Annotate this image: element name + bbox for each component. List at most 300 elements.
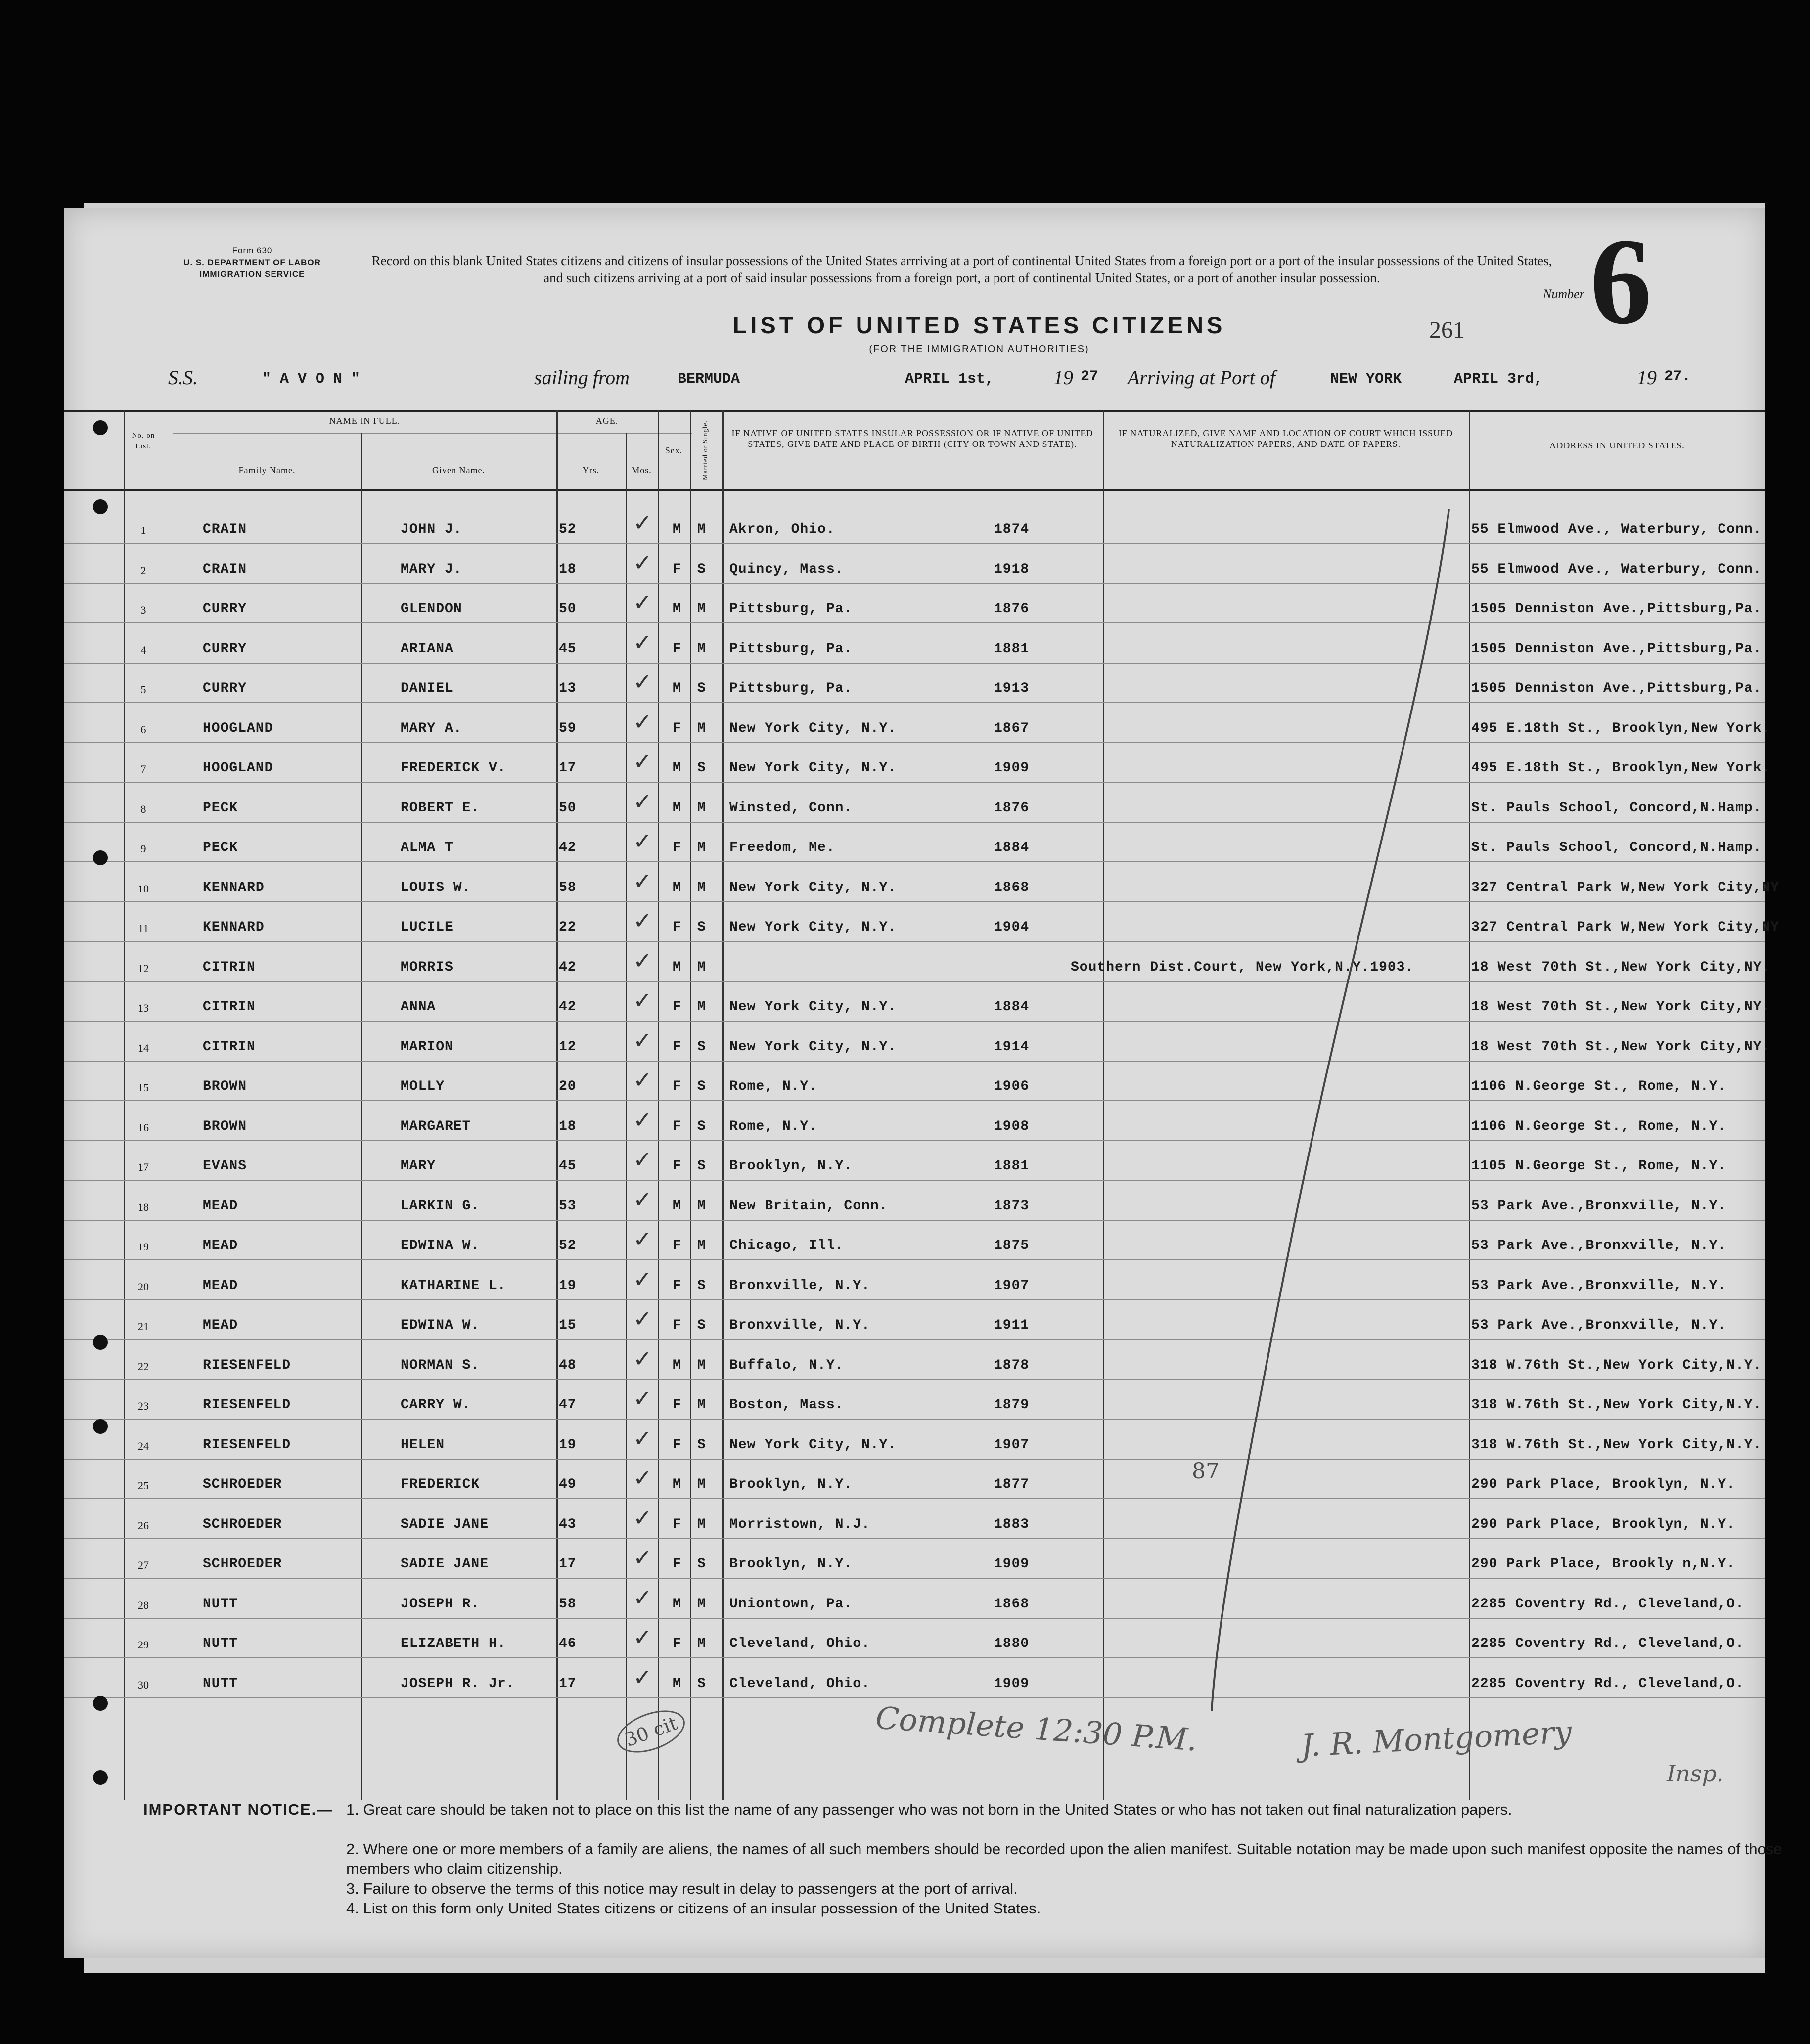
family-name-cell: RIESENFELD <box>203 1397 291 1413</box>
row-number: 23 <box>138 1400 149 1412</box>
age-years-cell: 17 <box>559 1676 577 1691</box>
age-years-cell: 12 <box>559 1039 577 1055</box>
given-name-cell: FREDERICK <box>401 1477 480 1492</box>
birth-year-cell: 1914 <box>994 1039 1030 1055</box>
age-years-cell: 45 <box>559 1158 577 1174</box>
row-number: 2 <box>140 564 146 577</box>
check-mark: ✓ <box>633 1504 652 1531</box>
birth-year-cell: 1906 <box>994 1079 1030 1094</box>
given-name-cell: FREDERICK V. <box>401 760 506 776</box>
check-mark: ✓ <box>633 1465 652 1491</box>
intro-text: Record on this blank United States citizens and citizens of insular possessions of the United States arrriving at a port of continental United States from a foreign port or a port of the insular possessions of the United States, and such citizens arriving at a port of said insular possessions from a foreign port, a port of continental United States, or a port of another insular possession. <box>371 253 1552 285</box>
binding-hole <box>93 1696 108 1711</box>
check-mark: ✓ <box>633 867 652 894</box>
count-note: 30 cit <box>612 1702 691 1761</box>
given-name-cell: EDWINA W. <box>401 1238 480 1253</box>
row-number: 3 <box>140 604 146 616</box>
birth-year-cell: 1881 <box>994 1158 1030 1174</box>
family-name-cell: HOOGLAND <box>203 760 273 776</box>
family-name-cell: MEAD <box>203 1238 238 1253</box>
row-rule <box>64 941 1765 942</box>
address-cell: St. Pauls School, Concord,N.Hamp. <box>1471 800 1762 816</box>
check-mark: ✓ <box>633 1146 652 1173</box>
check-mark: ✓ <box>633 788 652 815</box>
family-name-cell: MEAD <box>203 1278 238 1293</box>
address-cell: 327 Central Park W,New York City,NY <box>1471 880 1780 895</box>
birthplace-cell: New York City, N.Y. <box>729 1437 897 1453</box>
address-cell: 318 W.76th St.,New York City,N.Y. <box>1471 1397 1762 1413</box>
age-years-cell: 15 <box>559 1318 577 1333</box>
row-number: 9 <box>140 843 146 855</box>
marital-status-cell: S <box>697 1278 706 1293</box>
birthplace-cell: New Britain, Conn. <box>729 1198 888 1214</box>
family-name-cell: CRAIN <box>203 522 247 537</box>
address-cell: 2285 Coventry Rd., Cleveland,O. <box>1471 1596 1744 1612</box>
birth-year-cell: 1884 <box>994 999 1030 1015</box>
table-top-rule <box>64 410 1765 412</box>
col-head-age: AGE. <box>595 416 619 426</box>
sex-cell: M <box>673 1357 681 1373</box>
marital-status-cell: S <box>697 1158 706 1174</box>
sex-cell: F <box>673 1516 681 1532</box>
row-rule <box>64 1697 1765 1698</box>
marital-status-cell: M <box>697 522 706 537</box>
check-mark: ✓ <box>633 748 652 775</box>
row-number: 17 <box>138 1161 149 1173</box>
given-name-cell: MARION <box>401 1039 453 1055</box>
age-years-cell: 42 <box>559 999 577 1015</box>
row-rule <box>64 1419 1765 1420</box>
sex-cell: M <box>673 601 681 617</box>
age-years-cell: 48 <box>559 1357 577 1373</box>
row-rule <box>64 1379 1765 1380</box>
margin-number: 87 <box>1192 1459 1220 1484</box>
row-rule <box>64 663 1765 664</box>
year-prefix-2: 19 <box>1637 366 1657 389</box>
age-years-cell: 18 <box>559 1118 577 1134</box>
row-number: 15 <box>138 1081 149 1094</box>
age-years-cell: 13 <box>559 681 577 696</box>
family-name-cell: EVANS <box>203 1158 247 1174</box>
family-name-cell: PECK <box>203 800 238 816</box>
check-mark: ✓ <box>633 1544 652 1571</box>
binding-hole <box>93 499 108 514</box>
age-years-cell: 50 <box>559 800 577 816</box>
marital-status-cell: M <box>697 1477 706 1492</box>
binding-hole <box>93 1335 108 1350</box>
marital-status-cell: M <box>697 1357 706 1373</box>
row-number: 21 <box>138 1320 149 1333</box>
ss-label: S.S. <box>168 366 198 389</box>
birthplace-cell: Bronxville, N.Y. <box>729 1278 870 1293</box>
row-number: 12 <box>138 962 149 975</box>
address-cell: 327 Central Park W,New York City,NY <box>1471 920 1780 935</box>
birthplace-cell: New York City, N.Y. <box>729 920 897 935</box>
birthplace-cell: Uniontown, Pa. <box>729 1596 853 1612</box>
given-name-cell: MORRIS <box>401 959 453 975</box>
age-years-cell: 58 <box>559 880 577 895</box>
age-years-cell: 47 <box>559 1397 577 1413</box>
row-rule <box>64 1259 1765 1260</box>
row-rule <box>64 782 1765 783</box>
family-name-cell: RIESENFELD <box>203 1437 291 1453</box>
address-cell: 53 Park Ave.,Bronxville, N.Y. <box>1471 1318 1727 1333</box>
sailing-date: APRIL 1st, <box>905 371 995 388</box>
address-cell: 53 Park Ave.,Bronxville, N.Y. <box>1471 1278 1727 1293</box>
address-cell: 495 E.18th St., Brooklyn,New York. <box>1471 760 1771 776</box>
form-identifier <box>151 245 354 280</box>
row-number: 14 <box>138 1041 149 1054</box>
row-rule <box>64 1657 1765 1658</box>
check-mark: ✓ <box>633 987 652 1014</box>
address-cell: St. Pauls School, Concord,N.Hamp. <box>1471 840 1762 855</box>
marital-status-cell: M <box>697 1198 706 1214</box>
binding-hole <box>93 420 108 435</box>
given-name-cell: ANNA <box>401 999 436 1015</box>
row-number: 7 <box>140 763 146 775</box>
ship-name: " A V O N " <box>262 371 361 388</box>
row-rule <box>64 861 1765 862</box>
col-divider-yrs <box>626 433 627 1800</box>
row-rule <box>64 981 1765 982</box>
row-number: 10 <box>138 882 149 895</box>
birthplace-cell: Bronxville, N.Y. <box>729 1318 870 1333</box>
sex-cell: M <box>673 1477 681 1492</box>
given-name-cell: LOUIS W. <box>401 880 471 895</box>
page-subtitle: (FOR THE IMMIGRATION AUTHORITIES) <box>869 344 1089 355</box>
row-number: 8 <box>140 802 146 815</box>
family-name-cell: NUTT <box>203 1636 238 1651</box>
check-mark: ✓ <box>633 1584 652 1611</box>
birthplace-cell: Pittsburg, Pa. <box>729 641 853 657</box>
row-rule <box>64 1021 1765 1022</box>
marital-status-cell: S <box>697 1318 706 1333</box>
birth-year-cell: 1880 <box>994 1636 1030 1651</box>
col-divider-mos <box>658 410 659 1800</box>
check-mark: ✓ <box>633 947 652 974</box>
age-years-cell: 45 <box>559 641 577 657</box>
list-number: 6 <box>1590 213 1652 350</box>
family-name-cell: CITRIN <box>203 999 256 1015</box>
address-cell: 1105 N.George St., Rome, N.Y. <box>1471 1158 1727 1174</box>
col-divider-family <box>361 433 362 1800</box>
col-head-married: Married or Single. <box>702 420 709 480</box>
col-divider-no <box>124 410 125 1800</box>
family-name-cell: BROWN <box>203 1118 247 1134</box>
birthplace-cell: Cleveland, Ohio. <box>729 1676 870 1691</box>
address-cell: 53 Park Ave.,Bronxville, N.Y. <box>1471 1198 1727 1214</box>
check-mark: ✓ <box>633 828 652 854</box>
birthplace-cell: New York City, N.Y. <box>729 880 897 895</box>
given-name-cell: JOSEPH R. Jr. <box>401 1676 515 1691</box>
address-cell: 53 Park Ave.,Bronxville, N.Y. <box>1471 1238 1727 1253</box>
sex-cell: F <box>673 1079 681 1094</box>
given-name-cell: LUCILE <box>401 920 453 935</box>
marital-status-cell: M <box>697 959 706 975</box>
row-rule <box>64 742 1765 743</box>
sex-cell: F <box>673 920 681 935</box>
row-number: 18 <box>138 1200 149 1213</box>
marital-status-cell: M <box>697 840 706 855</box>
row-number: 24 <box>138 1439 149 1452</box>
check-mark: ✓ <box>633 628 652 656</box>
address-cell: 18 West 70th St.,New York City,NY. <box>1471 959 1771 975</box>
row-rule <box>64 1459 1765 1460</box>
form-number: Form 630 <box>232 246 272 255</box>
family-name-cell: NUTT <box>203 1676 238 1691</box>
given-name-cell: KATHARINE L. <box>401 1278 506 1293</box>
birthplace-cell: Pittsburg, Pa. <box>729 681 853 696</box>
birth-year-cell: 1867 <box>994 720 1030 736</box>
marital-status-cell: S <box>697 561 706 577</box>
marital-status-cell: M <box>697 641 706 657</box>
address-cell: 2285 Coventry Rd., Cleveland,O. <box>1471 1676 1744 1691</box>
notice-item-4: 4. List on this form only United States citizens or citizens of an insular possession of the United States. <box>346 1900 1041 1917</box>
inspector-signature: J. R. Montgomery <box>1300 1713 1573 1764</box>
row-number: 25 <box>138 1479 149 1492</box>
birthplace-cell: Boston, Mass. <box>729 1397 844 1413</box>
row-rule <box>64 622 1765 623</box>
col-head-birth: IF NATIVE OF UNITED STATES INSULAR POSSESSION OR IF NATIVE OF UNITED STATES, GIVE DATE AND PLACE OF BIRTH (CITY OR TOWN AND STATE). <box>731 428 1093 449</box>
age-years-cell: 46 <box>559 1636 577 1651</box>
birth-year-cell: 1881 <box>994 641 1030 657</box>
address-cell: 1505 Denniston Ave.,Pittsburg,Pa. <box>1471 681 1762 696</box>
row-rule <box>64 543 1765 544</box>
given-name-cell: NORMAN S. <box>401 1357 480 1373</box>
col-head-yrs: Yrs. <box>582 465 600 475</box>
col-head-naturalized: IF NATURALIZED, GIVE NAME AND LOCATION OF COURT WHICH ISSUED NATURALIZATION PAPERS, AND DATE OF PAPERS. <box>1118 428 1453 449</box>
row-rule <box>64 1220 1765 1221</box>
sex-cell: M <box>673 1596 681 1612</box>
marital-status-cell: M <box>697 1516 706 1532</box>
sailing-port: BERMUDA <box>678 371 740 388</box>
marital-status-cell: S <box>697 760 706 776</box>
completion-note: Complete 12:30 P.M. <box>874 1699 1199 1758</box>
birth-year-cell: 1868 <box>994 880 1030 895</box>
row-number: 13 <box>138 1002 149 1014</box>
sex-cell: F <box>673 561 681 577</box>
age-years-cell: 50 <box>559 601 577 617</box>
sex-cell: F <box>673 641 681 657</box>
birth-year-cell: 1913 <box>994 681 1030 696</box>
check-mark: ✓ <box>633 668 652 695</box>
address-cell: 2285 Coventry Rd., Cleveland,O. <box>1471 1636 1744 1651</box>
marital-status-cell: S <box>697 920 706 935</box>
department-name: U. S. DEPARTMENT OF LABOR <box>183 258 321 267</box>
check-mark: ✓ <box>633 1624 652 1650</box>
birthplace-cell: Rome, N.Y. <box>729 1079 818 1094</box>
check-mark: ✓ <box>633 1026 652 1054</box>
year-suffix-2: 27. <box>1664 368 1691 385</box>
row-rule <box>64 1180 1765 1181</box>
marital-status-cell: M <box>697 1238 706 1253</box>
given-name-cell: ELIZABETH H. <box>401 1636 506 1651</box>
marital-status-cell: S <box>697 1437 706 1453</box>
family-name-cell: CITRIN <box>203 959 256 975</box>
age-years-cell: 59 <box>559 720 577 736</box>
given-name-cell: MARGARET <box>401 1118 471 1134</box>
family-name-cell: CRAIN <box>203 561 247 577</box>
address-cell: 290 Park Place, Brooklyn, N.Y. <box>1471 1516 1736 1532</box>
family-name-cell: PECK <box>203 840 238 855</box>
sailing-label: sailing from <box>534 366 630 389</box>
sex-cell: F <box>673 1397 681 1413</box>
address-cell: 18 West 70th St.,New York City,NY. <box>1471 999 1771 1015</box>
family-name-cell: BROWN <box>203 1079 247 1094</box>
birthplace-cell: Brooklyn, N.Y. <box>729 1477 853 1492</box>
sex-cell: M <box>673 800 681 816</box>
given-name-cell: HELEN <box>401 1437 445 1453</box>
birth-year-cell: 1909 <box>994 760 1030 776</box>
row-number: 26 <box>138 1519 149 1532</box>
age-years-cell: 17 <box>559 1556 577 1572</box>
sex-cell: F <box>673 840 681 855</box>
birth-year-cell: 1873 <box>994 1198 1030 1214</box>
check-mark: ✓ <box>633 509 652 536</box>
birthplace-cell: Chicago, Ill. <box>729 1238 844 1253</box>
family-name-cell: CURRY <box>203 601 247 617</box>
check-mark: ✓ <box>633 907 652 934</box>
check-mark: ✓ <box>633 1385 652 1412</box>
given-name-cell: ALMA T <box>401 840 453 855</box>
sex-cell: F <box>673 1278 681 1293</box>
row-rule <box>64 901 1765 902</box>
birth-year-cell: 1876 <box>994 601 1030 617</box>
birthplace-cell: New York City, N.Y. <box>729 720 897 736</box>
given-name-cell: LARKIN G. <box>401 1198 480 1214</box>
manifest-page <box>64 208 1782 1958</box>
birth-year-cell: 1874 <box>994 522 1030 537</box>
age-years-cell: 18 <box>559 561 577 577</box>
age-years-cell: 52 <box>559 1238 577 1253</box>
col-divider-given <box>556 410 558 1800</box>
family-name-cell: CURRY <box>203 641 247 657</box>
age-years-cell: 19 <box>559 1278 577 1293</box>
given-name-cell: ARIANA <box>401 641 453 657</box>
notice-item-2: 2. Where one or more members of a family are aliens, the names of all such members should be recorded upon the alien manifest. Suitable notation may be made upon such manifest opposite the names of those members who claim citizenship. <box>346 1840 1782 1877</box>
header-bottom-rule <box>64 489 1765 491</box>
marital-status-cell: M <box>697 800 706 816</box>
marital-status-cell: S <box>697 1079 706 1094</box>
marital-status-cell: M <box>697 1596 706 1612</box>
family-name-cell: CITRIN <box>203 1039 256 1055</box>
given-name-cell: SADIE JANE <box>401 1516 489 1532</box>
row-number: 19 <box>138 1241 149 1253</box>
birthplace-cell: New York City, N.Y. <box>729 760 897 776</box>
col-head-no: No. on List. <box>132 432 155 450</box>
family-name-cell: SCHROEDER <box>203 1556 282 1572</box>
birthplace-cell: Akron, Ohio. <box>729 522 835 537</box>
row-number: 27 <box>138 1559 149 1571</box>
handwritten-number: 261 <box>1429 317 1465 343</box>
check-mark: ✓ <box>633 1265 652 1292</box>
address-cell: 18 West 70th St.,New York City,NY. <box>1471 1039 1771 1055</box>
check-mark: ✓ <box>633 1663 652 1690</box>
notice-heading: IMPORTANT NOTICE.— <box>143 1801 333 1818</box>
row-rule <box>64 1538 1765 1539</box>
check-mark: ✓ <box>633 589 652 616</box>
birth-year-cell: 1883 <box>994 1516 1030 1532</box>
row-rule <box>64 1061 1765 1062</box>
address-cell: 1505 Denniston Ave.,Pittsburg,Pa. <box>1471 641 1762 657</box>
family-name-cell: SCHROEDER <box>203 1477 282 1492</box>
age-years-cell: 53 <box>559 1198 577 1214</box>
sex-cell: F <box>673 1238 681 1253</box>
notice-item-1: 1. Great care should be taken not to place on this list the name of any passenger who was not born in the United States or who has not taken out final naturalization papers. <box>346 1801 1512 1818</box>
birth-year-cell: 1908 <box>994 1118 1030 1134</box>
address-cell: 1106 N.George St., Rome, N.Y. <box>1471 1079 1727 1094</box>
check-mark: ✓ <box>633 1106 652 1133</box>
sex-cell: M <box>673 681 681 696</box>
marital-status-cell: M <box>697 880 706 895</box>
family-name-cell: KENNARD <box>203 880 265 895</box>
address-cell: 290 Park Place, Brooklyn, N.Y. <box>1471 1477 1736 1492</box>
row-rule <box>64 1339 1765 1340</box>
sex-cell: F <box>673 1318 681 1333</box>
birth-year-cell: 1904 <box>994 920 1030 935</box>
row-rule <box>64 583 1765 584</box>
year-prefix-1: 19 <box>1053 366 1073 389</box>
sex-cell: M <box>673 1198 681 1214</box>
birth-year-cell: 1876 <box>994 800 1030 816</box>
col-divider-married <box>722 410 724 1800</box>
family-name-cell: SCHROEDER <box>203 1516 282 1532</box>
row-number: 22 <box>138 1360 149 1373</box>
row-rule <box>64 702 1765 703</box>
row-number: 6 <box>140 723 146 736</box>
address-cell: 55 Elmwood Ave., Waterbury, Conn. <box>1471 561 1762 577</box>
birth-year-cell: 1884 <box>994 840 1030 855</box>
col-head-mos: Mos. <box>632 465 652 475</box>
birthplace-cell: Brooklyn, N.Y. <box>729 1556 853 1572</box>
marital-status-cell: M <box>697 1636 706 1651</box>
binding-hole <box>93 1770 108 1785</box>
age-years-cell: 58 <box>559 1596 577 1612</box>
address-cell: 290 Park Place, Brookly n,N.Y. <box>1471 1556 1736 1572</box>
birthplace-cell: Morristown, N.J. <box>729 1516 870 1532</box>
given-name-cell: GLENDON <box>401 601 462 617</box>
check-mark: ✓ <box>633 708 652 735</box>
marital-status-cell: S <box>697 1118 706 1134</box>
col-head-family: Family Name. <box>238 465 296 475</box>
age-years-cell: 20 <box>559 1079 577 1094</box>
row-number: 28 <box>138 1599 149 1611</box>
marital-status-cell: M <box>697 1397 706 1413</box>
given-name-cell: JOHN J. <box>401 522 462 537</box>
birth-year-cell: 1879 <box>994 1397 1030 1413</box>
age-years-cell: 52 <box>559 522 577 537</box>
birth-year-cell: 1875 <box>994 1238 1030 1253</box>
birth-year-cell: 1877 <box>994 1477 1030 1492</box>
sex-cell: M <box>673 1676 681 1691</box>
check-mark: ✓ <box>633 1226 652 1252</box>
col-head-name: NAME IN FULL. <box>329 416 401 426</box>
row-rule <box>64 822 1765 823</box>
birth-year-cell: 1907 <box>994 1437 1030 1453</box>
row-rule <box>64 1578 1765 1579</box>
sex-cell: F <box>673 1556 681 1572</box>
check-mark: ✓ <box>633 1424 652 1452</box>
given-name-cell: MOLLY <box>401 1079 445 1094</box>
pencil-stroke <box>1128 499 1474 1735</box>
arrival-date: APRIL 3rd, <box>1454 371 1543 388</box>
birthplace-cell: Buffalo, N.Y. <box>729 1357 844 1373</box>
row-number: 20 <box>138 1280 149 1293</box>
sex-cell: M <box>673 880 681 895</box>
marital-status-cell: S <box>697 1676 706 1691</box>
age-years-cell: 49 <box>559 1477 577 1492</box>
address-cell: 495 E.18th St., Brooklyn,New York. <box>1471 720 1771 736</box>
